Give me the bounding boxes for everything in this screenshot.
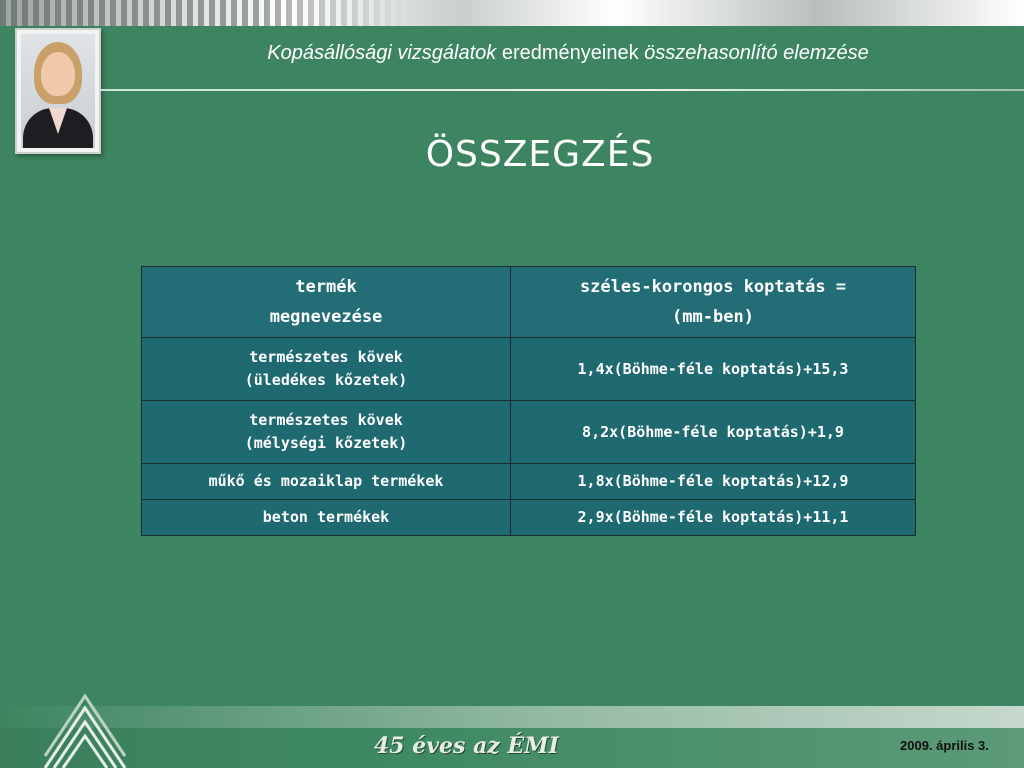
formula-cell: 8,2x(Böhme-féle koptatás)+1,9 (511, 401, 916, 464)
formula-cell: 1,8x(Böhme-féle koptatás)+12,9 (511, 464, 916, 500)
anniversary-label: 45 éves az ÉMI (374, 733, 559, 759)
date-label: 2009. április 3. (900, 738, 989, 753)
header-title: Kopásállósági vizsgálatok eredményeinek összehasonlító elemzése (267, 42, 869, 64)
page-title: ÖSSZEGZÉS (425, 134, 655, 175)
bottom-decor-band (0, 706, 1024, 728)
header-product: termék megnevezése (142, 267, 511, 338)
table-row (142, 401, 916, 464)
table-row (142, 464, 916, 500)
table-row (142, 500, 916, 536)
product-cell: műkő és mozaiklap termékek (142, 464, 511, 500)
product-cell: beton termékek (142, 500, 511, 536)
table-header-row (142, 267, 916, 338)
presenter-photo (15, 28, 101, 154)
product-cell: természetes kövek (mélységi kőzetek) (142, 401, 511, 464)
header-abrasion: széles-korongos koptatás = (mm-ben) (511, 267, 916, 338)
product-cell: természetes kövek (üledékes kőzetek) (142, 338, 511, 401)
summary-table (141, 266, 916, 536)
table-row (142, 338, 916, 401)
formula-cell: 1,4x(Böhme-féle koptatás)+15,3 (511, 338, 916, 401)
header-divider (100, 89, 1024, 91)
top-decor-stripes (0, 0, 1024, 26)
emi-logo-icon (40, 694, 130, 768)
formula-cell: 2,9x(Böhme-féle koptatás)+11,1 (511, 500, 916, 536)
